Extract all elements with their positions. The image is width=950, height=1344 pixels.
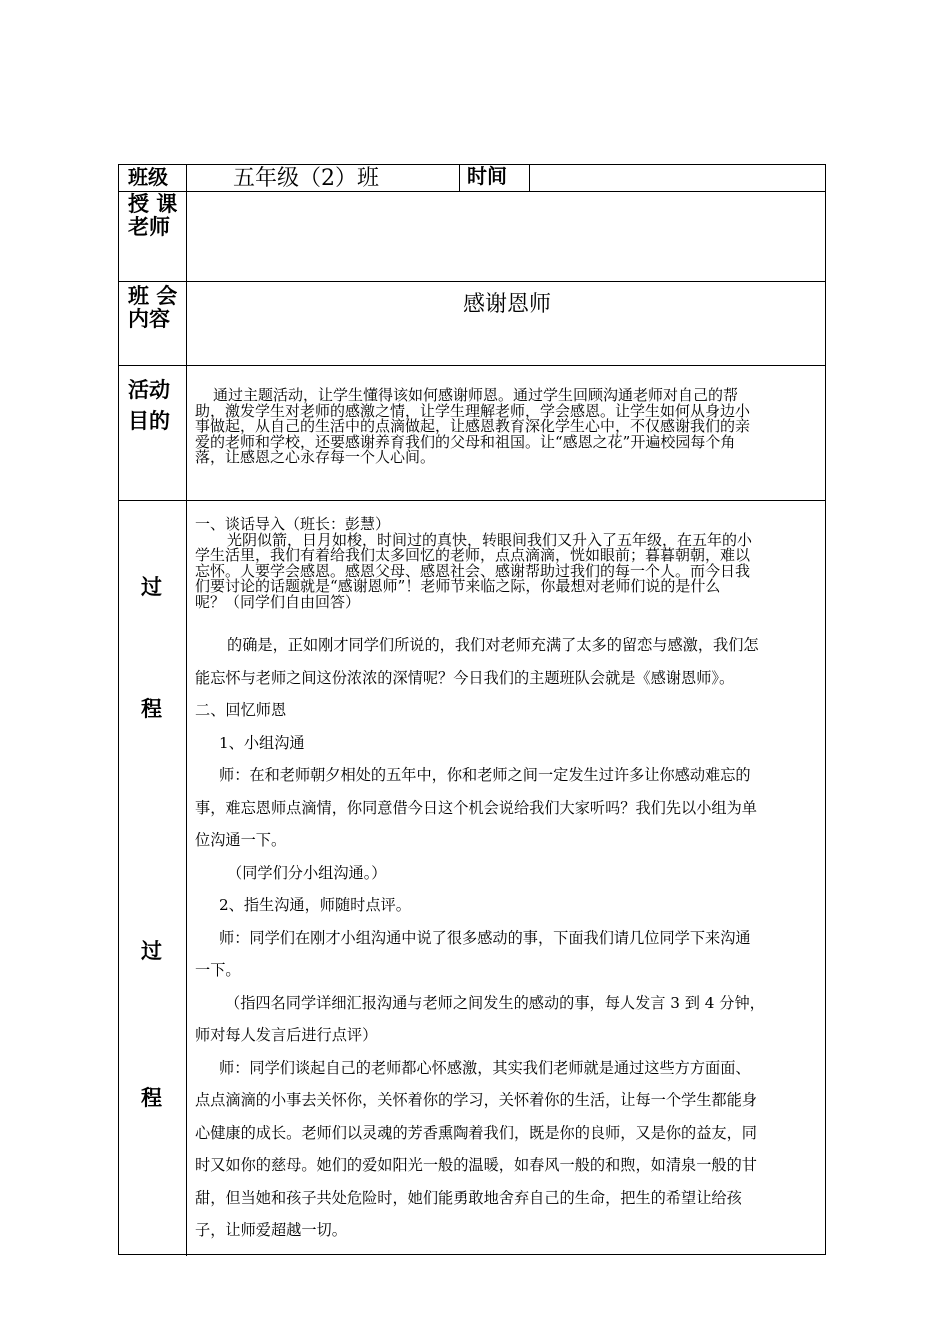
process-line: 能忘怀与老师之间这份浓浓的深情呢？今日我们的主题班队会就是《感谢恩师》。 [195,668,735,687]
process-line: 师：在和老师朝夕相处的五年中，你和老师之间一定发生过许多让你感动难忘的 [219,766,751,784]
lesson-plan-table [118,164,826,1255]
content-label [128,285,177,331]
time-value[interactable] [531,166,823,190]
process-line: 师对每人发言后进行点评） [195,1026,378,1044]
process-line: 的确是，正如刚才同学们所说的，我们对老师充满了太多的留恋与感激，我们怎 [227,636,759,654]
process-label-char: 程 [141,697,162,721]
class-label: 班级 [128,165,168,189]
purpose-line: 事做起，从自己的生活中的点滴做起，让感恩教育深化学生心中，不仅感谢我们的亲 [195,417,751,435]
purpose-line: 通过主题活动，让学生懂得该如何感谢师恩。通过学生回顾沟通老师对自己的帮 [213,386,739,404]
purpose-text [195,388,823,466]
process-line: 师：同学们谈起自己的老师都心怀感激，其实我们老师就是通过这些方方面面、 [219,1058,751,1077]
teacher-label-line2: 老师 [128,215,170,239]
purpose-label-line1: 活动 [128,378,170,402]
meeting-topic: 感谢恩师 [462,292,551,317]
section-title: 一、谈话导入（班长：彭慧） [195,515,391,533]
sub-title: 1、小组沟通 [219,733,305,752]
row-divider [119,365,825,366]
process-line: 心健康的成长。老师们以灵魂的芳香熏陶着我们，既是你的良师，又是你的益友，同 [195,1123,757,1142]
process-intro [195,517,823,610]
process-line: 点点滴滴的小事去关怀你，关怀着你的学习，关怀着你的生活，让每一个学生都能身 [195,1091,757,1109]
class-value: 五年级（2）班 [233,166,379,191]
process-line: 光阴似箭，日月如梭，时间过的真快，转眼间我们又升入了五年级，在五年的小 [227,530,753,549]
purpose-label [128,375,170,437]
teacher-label [128,193,177,239]
process-line: （同学们分小组沟通。） [227,863,387,882]
purpose-label-line2: 目的 [128,409,170,433]
time-label-left-divider [459,165,460,191]
purpose-line: 落，让感恩之心永存每一个人心间。 [195,448,436,466]
row-divider [119,281,825,282]
section-title: 二、回忆师恩 [195,701,287,719]
process-line: （指四名同学详细汇报沟通与老师之间发生的感动的事，每人发言 3 到 4 分钟， [225,993,765,1012]
teacher-value[interactable] [189,193,823,279]
process-line: 一下。 [195,961,241,979]
process-line: 甜，但当她和孩子共处危险时，她们能勇敢地舍弃自己的生命，把生的希望让给孩 [195,1188,742,1207]
row-divider [119,500,825,501]
purpose-line: 助，激发学生对老师的感激之情，让学生理解老师，学会感恩。让学生如何从身边小 [195,401,751,420]
time-label: 时间 [467,164,507,188]
time-label-right-divider [529,165,530,191]
content-label-line1: 班 会 [128,284,178,308]
process-label-char: 程 [141,1086,162,1110]
purpose-line: 爱的老师和学校，还要感谢养育我们的父母和祖国。让“感恩之花”开遍校园每个角 [195,432,736,451]
process-line: 们要讨论的话题就是“感谢恩师”！老师节来临之际，你最想对老师们说的是什么 [195,577,721,595]
row-divider [119,191,825,192]
process-line: 事，难忘恩师点滴情，你同意借今日这个机会说给我们大家听吗？我们先以小组为单 [195,798,757,817]
teacher-label-line1: 授 课 [128,192,178,216]
process-line: 位沟通一下。 [195,831,287,849]
process-label-char: 过 [141,575,162,599]
process-line: 师：同学们在刚才小组沟通中说了很多感动的事，下面我们请几位同学下来沟通 [219,928,751,947]
process-label-char: 过 [141,939,162,963]
sub-title: 2、指生沟通，师随时点评。 [219,896,411,914]
process-line: 呢？（同学们自由回答） [195,592,361,611]
content-label-line2: 内容 [128,307,170,331]
process-line: 忘怀。人要学会感恩。感恩父母、感恩社会、感谢帮助过我们的每一个人。而今日我 [195,561,751,580]
process-line: 子，让师爱超越一切。 [195,1221,347,1239]
process-line: 时又如你的慈母。她们的爱如阳光一般的温暖，如春风一般的和煦，如清泉一般的甘 [195,1156,757,1174]
process-line: 学生活里，我们有着给我们太多回忆的老师，点点滴滴，恍如眼前；暮暮朝朝，难以 [195,546,751,564]
process-body [195,629,823,1247]
label-column-divider [186,165,187,1256]
